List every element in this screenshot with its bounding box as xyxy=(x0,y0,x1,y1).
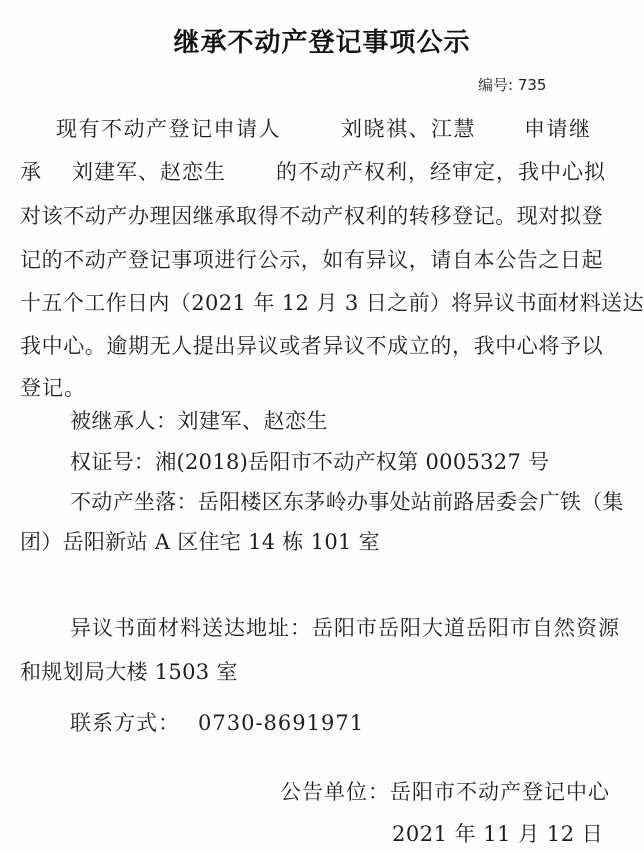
notice-text: 现有不动产登记申请人 xyxy=(56,117,281,141)
objection-address-line: 异议书面材料送达地址：岳阳市岳阳大道岳阳市自然资源 xyxy=(70,616,620,640)
objection-address-line-continued: 和规划局大楼 1503 室 xyxy=(20,660,238,684)
decedent-line: 被继承人：刘建军、赵恋生 xyxy=(70,409,328,433)
page-title: 继承不动产登记事项公示 xyxy=(173,28,471,58)
notice-line-4: 记的不动产登记事项进行公示，如有异议，请自本公告之日起 xyxy=(20,248,604,272)
property-location-line: 不动产坐落：岳阳楼区东茅岭办事处站前路居委会广铁（集 xyxy=(70,490,624,514)
property-location-line-continued: 团）岳阳新站 A 区住宅 14 栋 101 室 xyxy=(20,530,380,554)
issue-date: 2021 年 11 月 12 日 xyxy=(392,822,604,846)
applicant-names: 刘晓祺、江慧 xyxy=(341,117,476,141)
notice-line-7: 登记。 xyxy=(20,376,86,400)
notice-text: 承 xyxy=(20,160,42,184)
notice-line-2 xyxy=(20,156,606,186)
contact-phone: 0730-8691971 xyxy=(198,711,365,735)
decedent-names: 刘建军、赵恋生 xyxy=(72,160,226,184)
notice-text: 的不动产权利，经审定，我中心拟 xyxy=(276,160,606,184)
contact-line xyxy=(70,707,364,737)
notice-text: 申请继 xyxy=(524,117,592,141)
notice-line-5: 十五个工作日内（2021 年 12 月 3 日之前）将异议书面材料送达 xyxy=(20,291,644,315)
issuing-unit: 公告单位：岳阳市不动产登记中心 xyxy=(280,780,610,804)
contact-label: 联系方式： xyxy=(70,711,180,735)
notice-line-3: 对该不动产办理因继承取得不动产权利的转移登记。现对拟登 xyxy=(20,204,604,228)
document-number: 编号: 735 xyxy=(478,76,547,94)
certificate-number-line: 权证号：湘(2018)岳阳市不动产权第 0005327 号 xyxy=(70,450,550,474)
notice-line-1 xyxy=(56,113,592,143)
notice-line-6: 我中心。逾期无人提出异议或者异议不成立的，我中心将予以 xyxy=(20,334,604,358)
